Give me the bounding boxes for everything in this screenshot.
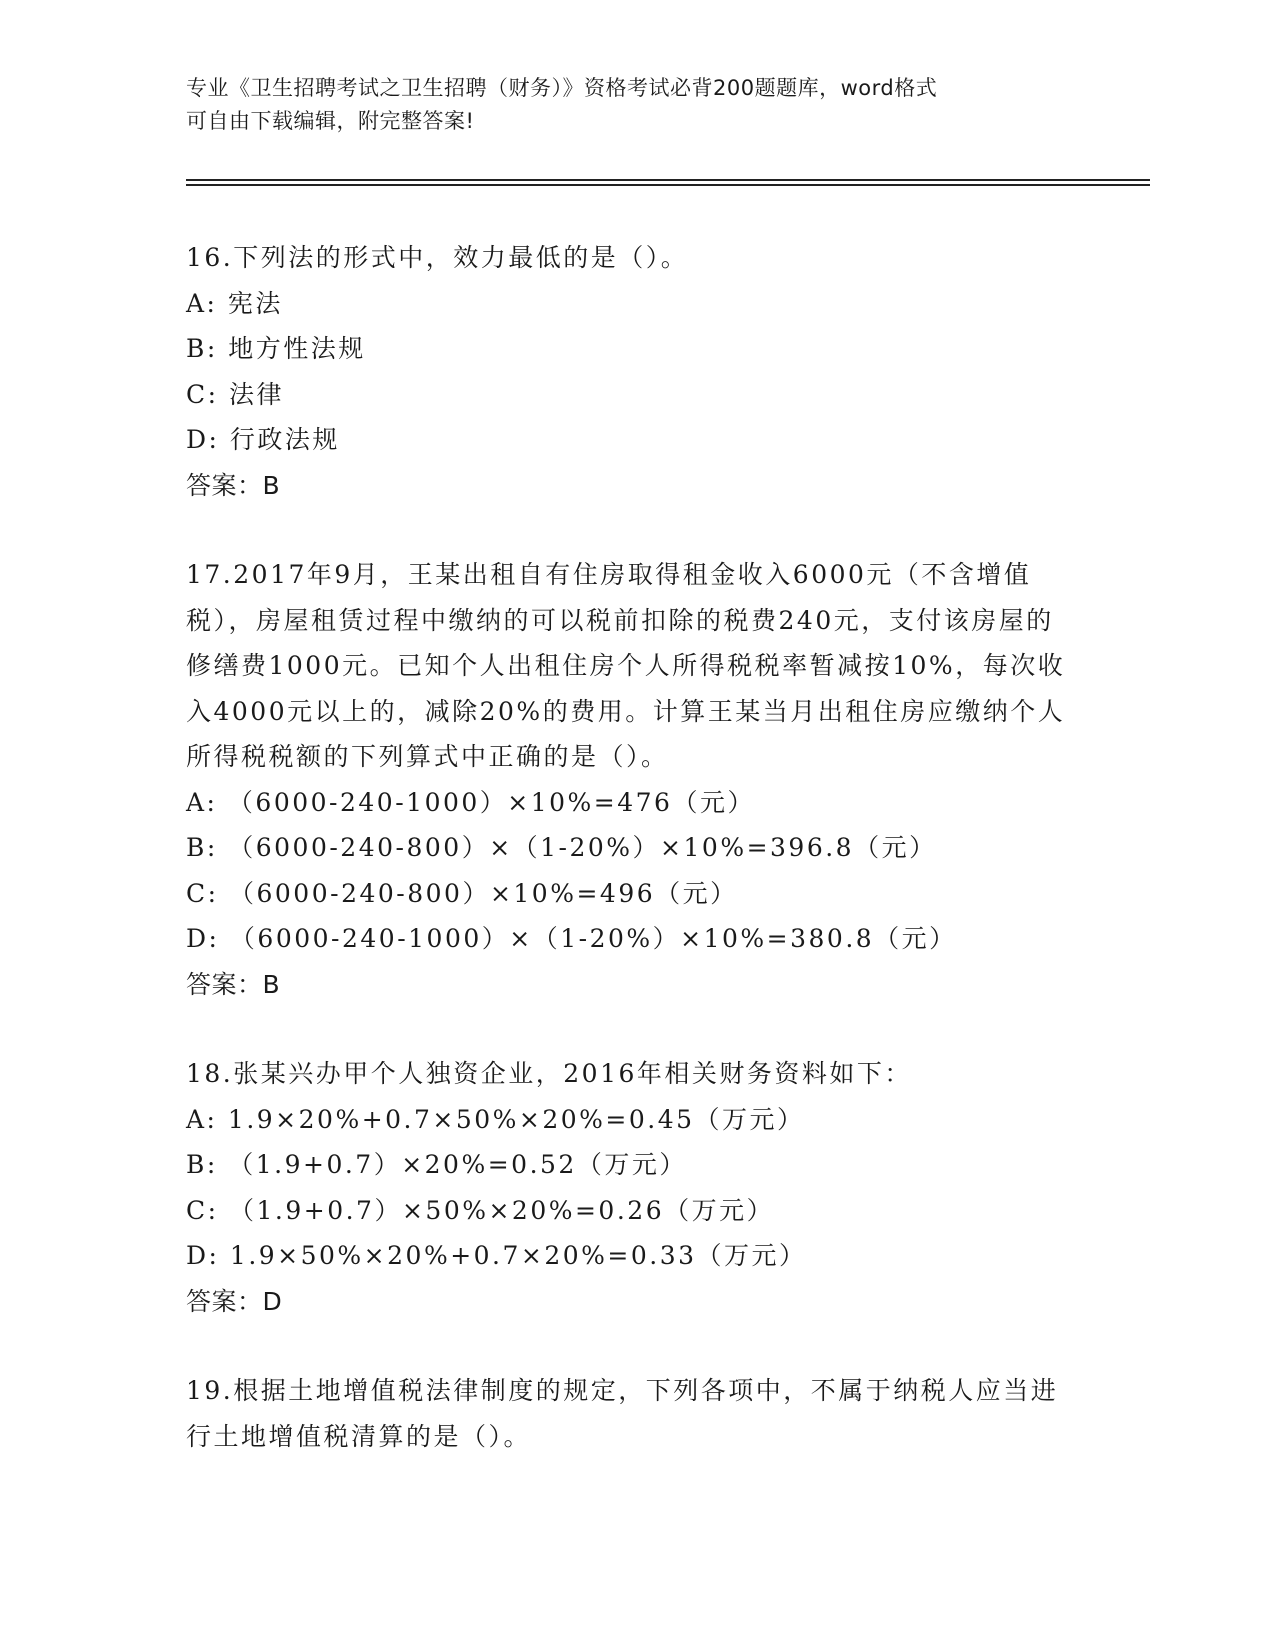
answer-label: 答案：B	[186, 470, 281, 500]
question-19	[186, 1368, 1076, 1459]
answer-label: 答案：B	[186, 969, 281, 999]
spacer	[186, 508, 1076, 552]
option-b: B: （6000-240-800）×（1-20%）×10%=396.8（元）	[186, 833, 937, 862]
question-18	[186, 1051, 1076, 1324]
option-d: D: 1.9×50%×20%+0.7×20%=0.33（万元）	[186, 1241, 807, 1270]
question-stem: 18.张某兴办甲个人独资企业，2016年相关财务资料如下：	[186, 1059, 912, 1088]
question-stem: 17.2017年9月，王某出租自有住房取得租金收入6000元（不含增值税），房屋租赁过程中缴纳的可以税前扣除的税费240元，支付该房屋的修缮费1000元。已知个人出租住房个人所得税税率暂减按10%，每次收入4000元以上的，减除20%的费用。计算王某当月出租住房应缴纳个人所得税税额的下列算式中正确的是（）。	[186, 560, 1066, 771]
question-stem: 19.根据土地增值税法律制度的规定，下列各项中，不属于纳税人应当进行土地增值税清算的是（）。	[186, 1376, 1059, 1451]
document-header	[186, 72, 1086, 138]
option-d: D: （6000-240-1000）×（1-20%）×10%=380.8（元）	[186, 924, 957, 953]
spacer	[186, 1324, 1076, 1368]
header-rule-top	[186, 179, 1150, 181]
option-c: C: 法律	[186, 379, 284, 409]
header-line-1: 专业《卫生招聘考试之卫生招聘（财务）》资格考试必背200题题库，word格式	[186, 76, 938, 100]
question-16	[186, 235, 1076, 508]
option-c: C: （1.9+0.7）×50%×20%=0.26（万元）	[186, 1195, 775, 1225]
spacer	[186, 1007, 1076, 1051]
option-b: B: （1.9+0.7）×20%=0.52（万元）	[186, 1150, 687, 1179]
option-a: A: 1.9×20%+0.7×50%×20%=0.45（万元）	[186, 1104, 805, 1134]
header-line-2: 可自由下载编辑，附完整答案!	[186, 109, 475, 133]
question-stem: 16.下列法的形式中，效力最低的是（）。	[186, 243, 689, 272]
question-list	[186, 235, 1076, 1459]
header-rule-bottom	[186, 184, 1150, 186]
option-b: B: 地方性法规	[186, 334, 366, 363]
option-d: D: 行政法规	[186, 425, 340, 454]
option-a: A: （6000-240-1000）×10%=476（元）	[186, 787, 755, 817]
option-c: C: （6000-240-800）×10%=496（元）	[186, 878, 738, 908]
question-17	[186, 552, 1076, 1007]
option-a: A: 宪法	[186, 288, 283, 318]
answer-label: 答案：D	[186, 1286, 283, 1316]
